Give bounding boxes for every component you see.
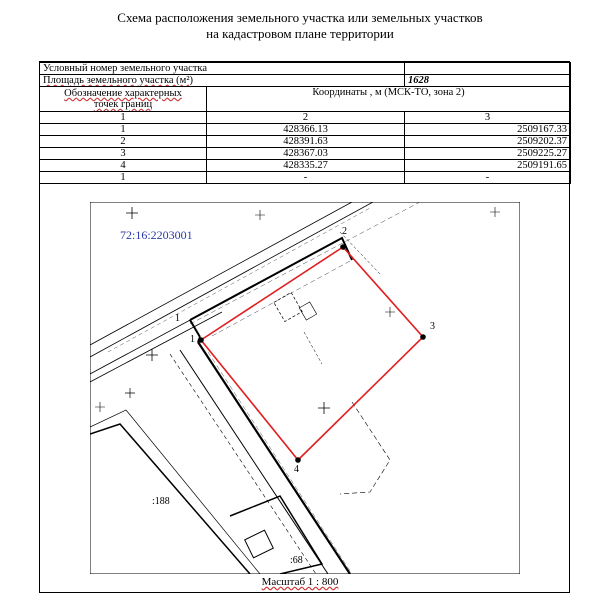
x-cell: 428367.03 [207, 148, 405, 160]
x-cell: 428391.63 [207, 136, 405, 148]
area-row [40, 75, 571, 87]
x-cell: 428366.13 [207, 124, 405, 136]
x-cell: - [207, 172, 405, 184]
index-cell-3: 3 [405, 112, 571, 124]
x-cell: 428335.27 [207, 160, 405, 172]
document-title [0, 10, 600, 42]
conditional-number-row [40, 63, 571, 75]
scale-label: Масштаб 1 : 800 [261, 576, 339, 588]
area-value: 1628 [405, 75, 571, 87]
points-header: Обозначение характерных точек границ [40, 87, 207, 112]
point-cell: 1 [40, 124, 207, 136]
index-cell-1: 1 [40, 112, 207, 124]
conditional-number-value [405, 63, 571, 75]
point-cell: 3 [40, 148, 207, 160]
vertex-label-3: 3 [430, 321, 435, 332]
coordinates-table [39, 62, 571, 184]
vertex-marker-3 [420, 334, 426, 340]
cadastral-quarter-label: 72:16:2203001 [120, 228, 193, 242]
y-cell: 2509167.33 [405, 124, 571, 136]
table-row [40, 148, 571, 160]
index-cell-2: 2 [207, 112, 405, 124]
point-cell: 4 [40, 160, 207, 172]
title-line-2: на кадастровом плане территории [206, 26, 394, 41]
coords-header: Координаты , м (МСК-ТО, зона 2) [207, 87, 571, 112]
index-row [40, 112, 571, 124]
table-row [40, 160, 571, 172]
cadastral-map [90, 202, 520, 574]
vertex-marker-4 [295, 457, 301, 463]
conditional-number-label: Условный номер земельного участка [40, 63, 405, 75]
y-cell: - [405, 172, 571, 184]
header-row [40, 87, 571, 112]
vertex-label-1: 1 [190, 334, 195, 345]
vertex-marker-1 [198, 337, 204, 343]
table-row [40, 124, 571, 136]
parcel-label-68: :68 [290, 555, 303, 566]
area-label: Площадь земельного участка (м²) [40, 75, 405, 87]
table-row [40, 136, 571, 148]
title-line-1: Схема расположения земельного участка или земельных участков [117, 10, 483, 25]
point-cell: 2 [40, 136, 207, 148]
road-marker-label: 1 [175, 313, 180, 324]
parcel-label-188: :188 [152, 496, 170, 507]
y-cell: 2509191.65 [405, 160, 571, 172]
y-cell: 2509202.37 [405, 136, 571, 148]
vertex-marker-2 [340, 244, 346, 250]
vertex-label-4: 4 [294, 464, 299, 475]
vertex-label-2: 2 [342, 226, 347, 237]
point-cell: 1 [40, 172, 207, 184]
y-cell: 2509225.27 [405, 148, 571, 160]
table-row [40, 172, 571, 184]
